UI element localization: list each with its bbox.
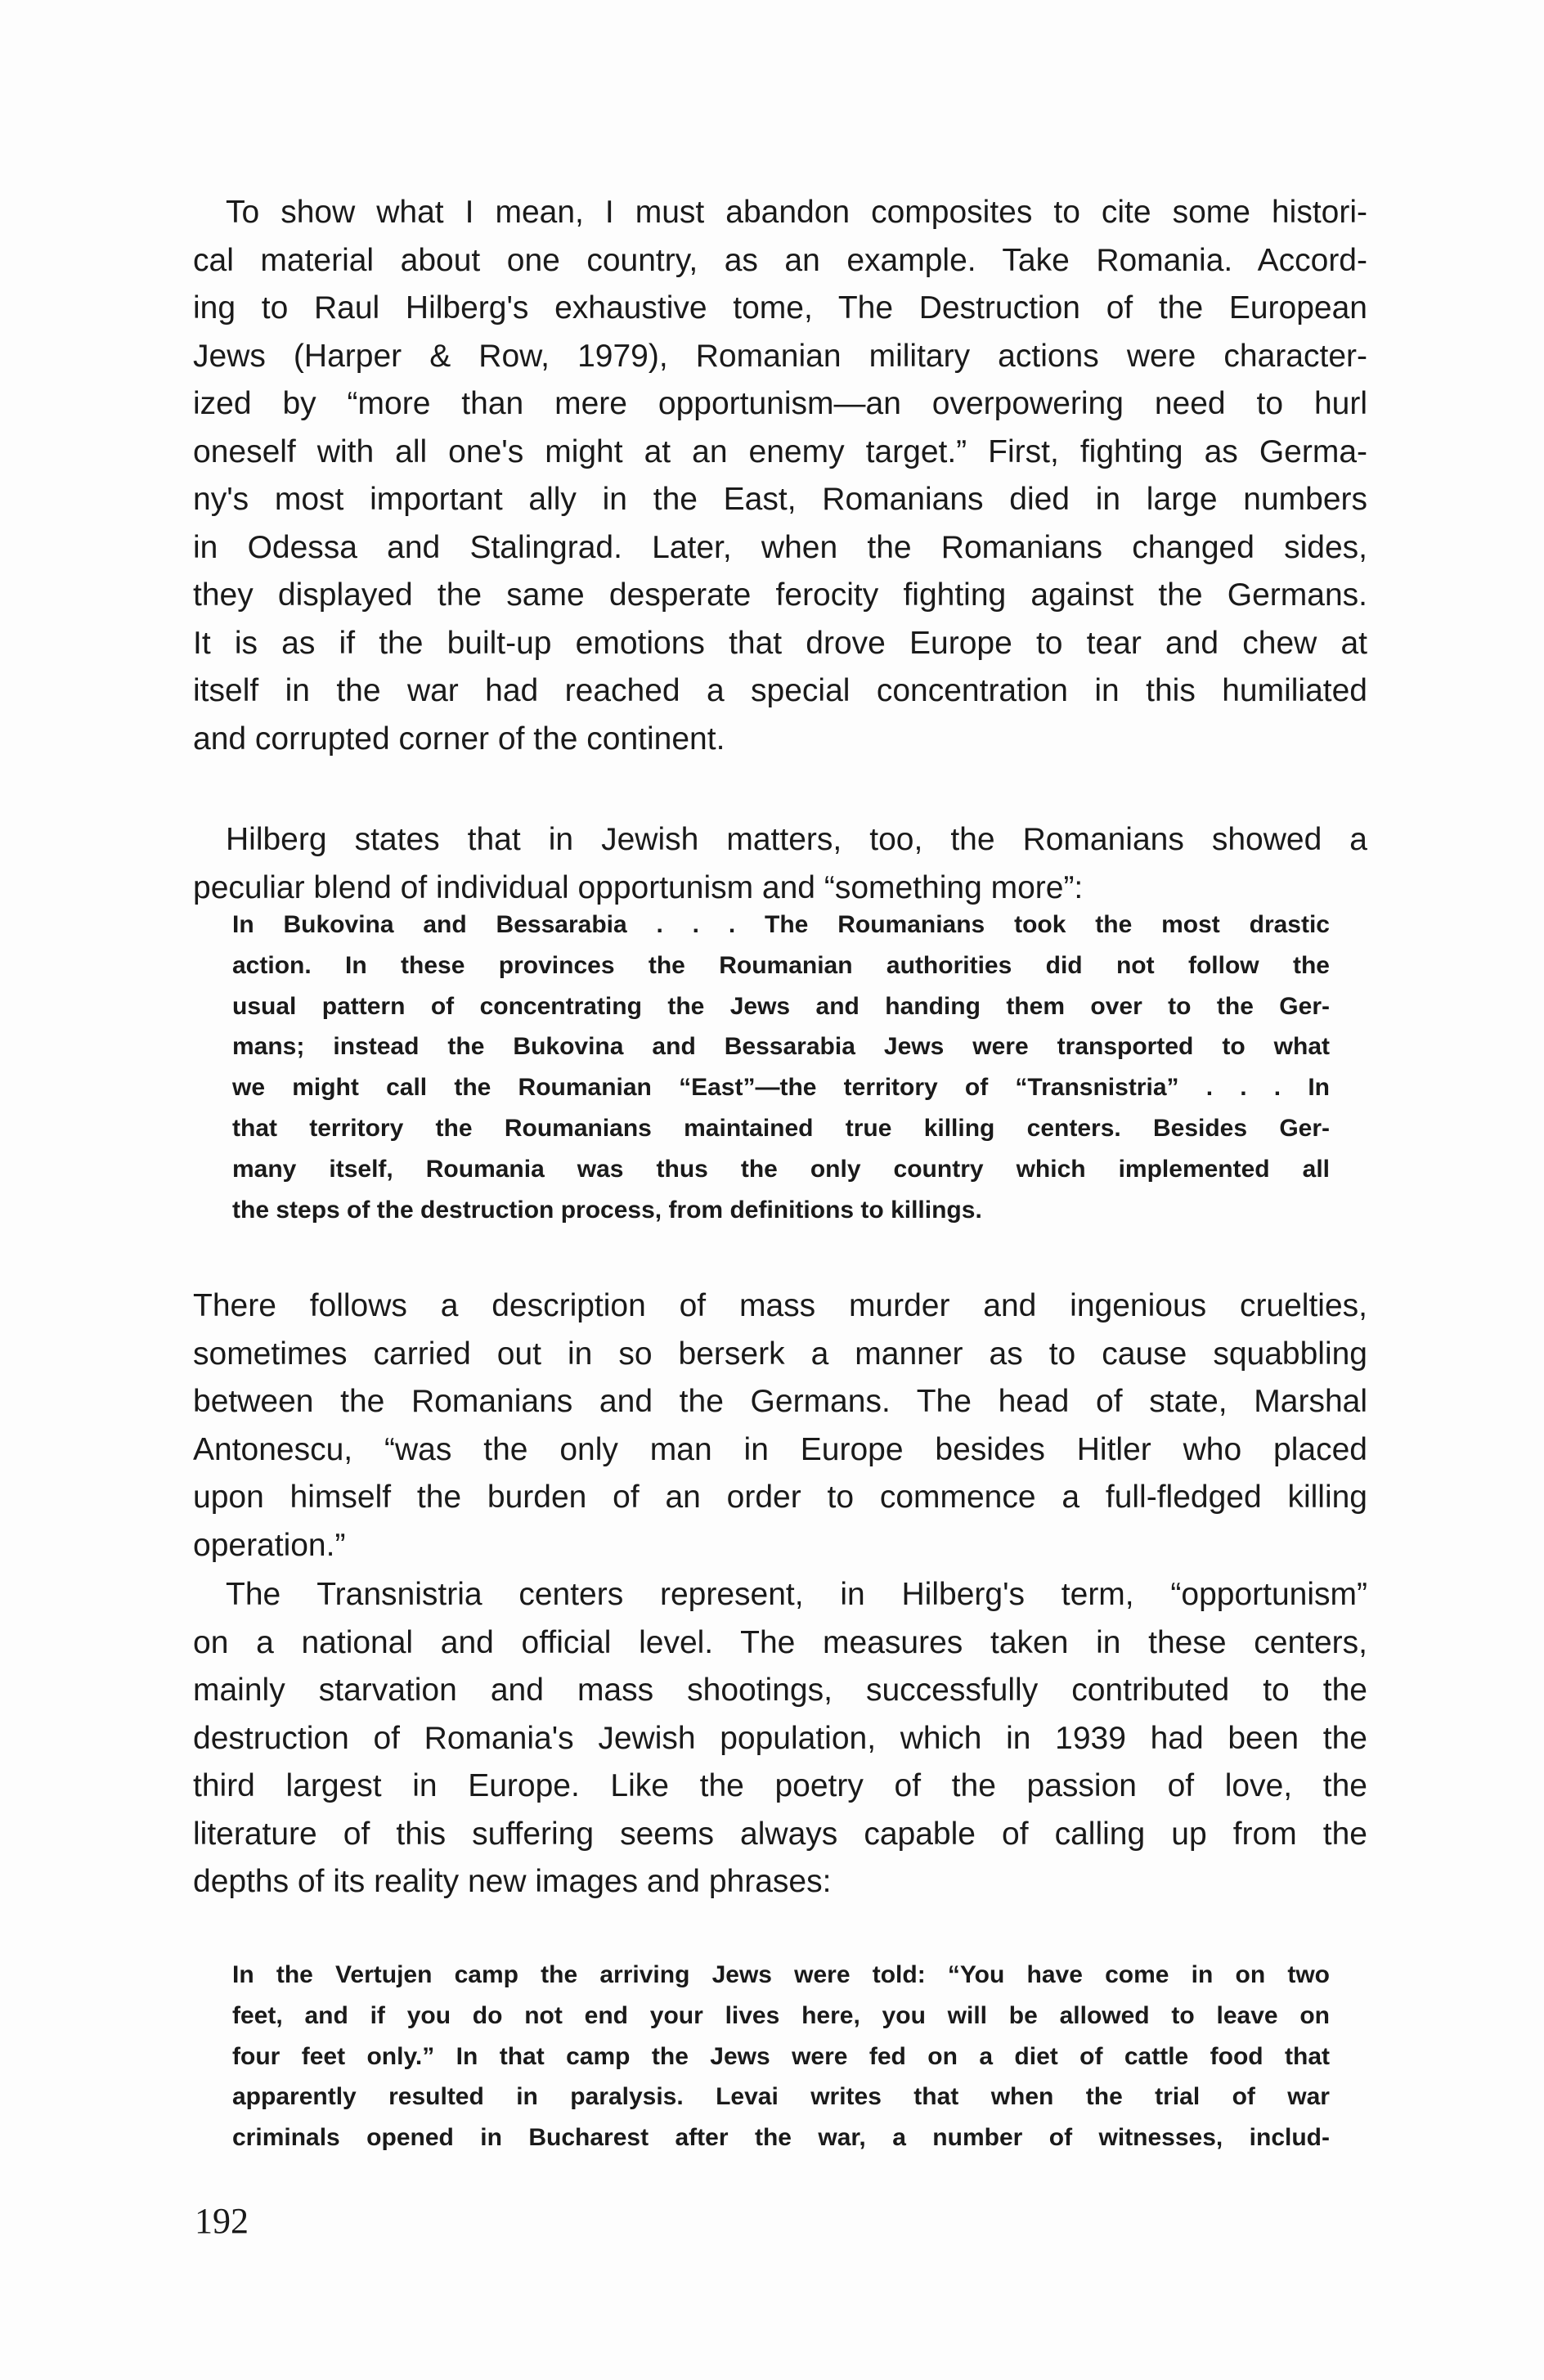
text-line: four feet only.” In that camp the Jews were fed on a diet of cattle food that xyxy=(232,2042,1330,2070)
block-quote-bukovina xyxy=(232,905,1330,1230)
text-line: ing to Raul Hilberg's exhaustive tome, The Destruction of the European xyxy=(193,290,1367,326)
text-line: peculiar blend of individual opportunism and “something more”: xyxy=(193,869,1084,905)
text-line: Jews (Harper & Row, 1979), Romanian military actions were character- xyxy=(193,338,1367,374)
text-line: the steps of the destruction process, from definitions to killings. xyxy=(232,1196,982,1224)
text-line: sometimes carried out in so berserk a manner as to cause squabbling xyxy=(193,1336,1367,1372)
paragraph-hilberg-states xyxy=(193,816,1367,912)
text-line: ized by “more than mere opportunism—an overpowering need to hurl xyxy=(193,386,1367,421)
text-line: and corrupted corner of the continent. xyxy=(193,721,725,757)
text-line: we might call the Roumanian “East”—the territory of “Transnistria” . . . In xyxy=(232,1074,1330,1102)
paragraph-romania-intro xyxy=(193,189,1367,763)
text-line: In Bukovina and Bessarabia . . . The Roumanians took the most drastic xyxy=(232,911,1330,938)
text-line: depths of its reality new images and phrases: xyxy=(193,1864,832,1899)
text-line: It is as if the built-up emotions that drove Europe to tear and chew at xyxy=(193,625,1367,661)
text-line: oneself with all one's might at an enemy target.” First, fighting as Germa- xyxy=(193,433,1367,469)
text-line: ny's most important ally in the East, Romanians died in large numbers xyxy=(193,482,1367,517)
text-line: There follows a description of mass murder and ingenious cruelties, xyxy=(193,1288,1367,1323)
text-line: they displayed the same desperate ferocity fighting against the Germans. xyxy=(193,577,1367,613)
text-line: on a national and official level. The measures taken in these centers, xyxy=(193,1624,1367,1660)
text-line: usual pattern of concentrating the Jews and handing them over to the Ger- xyxy=(232,992,1330,1020)
text-line: Hilberg states that in Jewish matters, too, the Romanians showed a xyxy=(226,822,1367,857)
text-line: Antonescu, “was the only man in Europe besides Hitler who placed xyxy=(193,1431,1367,1467)
text-line: between the Romanians and the Germans. The head of state, Marshal xyxy=(193,1384,1367,1419)
text-line: third largest in Europe. Like the poetry of the passion of love, the xyxy=(193,1768,1367,1803)
text-line: apparently resulted in paralysis. Levai writes that when the trial of war xyxy=(232,2083,1330,2111)
text-line: upon himself the burden of an order to commence a full-fledged killing xyxy=(193,1480,1367,1515)
paragraph-transnistria xyxy=(193,1571,1367,1906)
text-line: operation.” xyxy=(193,1527,346,1563)
text-line: mainly starvation and mass shootings, successfully contributed to the xyxy=(193,1673,1367,1708)
text-line: feet, and if you do not end your lives here, you will be allowed to leave on xyxy=(232,2001,1330,2029)
text-line: cal material about one country, as an example. Take Romania. Accord- xyxy=(193,242,1367,278)
text-line: literature of this suffering seems always capable of calling up from the xyxy=(193,1816,1367,1852)
text-line: itself in the war had reached a special concentration in this humiliated xyxy=(193,673,1367,708)
text-line: many itself, Roumania was thus the only country which implemented all xyxy=(232,1155,1330,1183)
block-quote-vertujen xyxy=(232,1955,1330,2158)
paragraph-mass-murder xyxy=(193,1282,1367,1569)
text-line: destruction of Romania's Jewish population, which in 1939 had been the xyxy=(193,1720,1367,1756)
text-line: In the Vertujen camp the arriving Jews were told: “You have come in on two xyxy=(232,1961,1330,1988)
text-line: action. In these provinces the Roumanian authorities did not follow the xyxy=(232,951,1330,979)
text-line: To show what I mean, I must abandon composites to cite some histori- xyxy=(226,195,1367,230)
text-line: criminals opened in Bucharest after the war, a number of witnesses, includ- xyxy=(232,2124,1330,2152)
text-line: that territory the Roumanians maintained true killing centers. Besides Ger- xyxy=(232,1114,1330,1142)
text-line: in Odessa and Stalingrad. Later, when the Romanians changed sides, xyxy=(193,529,1367,565)
text-line: mans; instead the Bukovina and Bessarabia Jews were transported to what xyxy=(232,1033,1330,1061)
page-number: 192 xyxy=(195,2201,249,2241)
text-line: The Transnistria centers represent, in Hilberg's term, “opportunism” xyxy=(226,1577,1367,1612)
